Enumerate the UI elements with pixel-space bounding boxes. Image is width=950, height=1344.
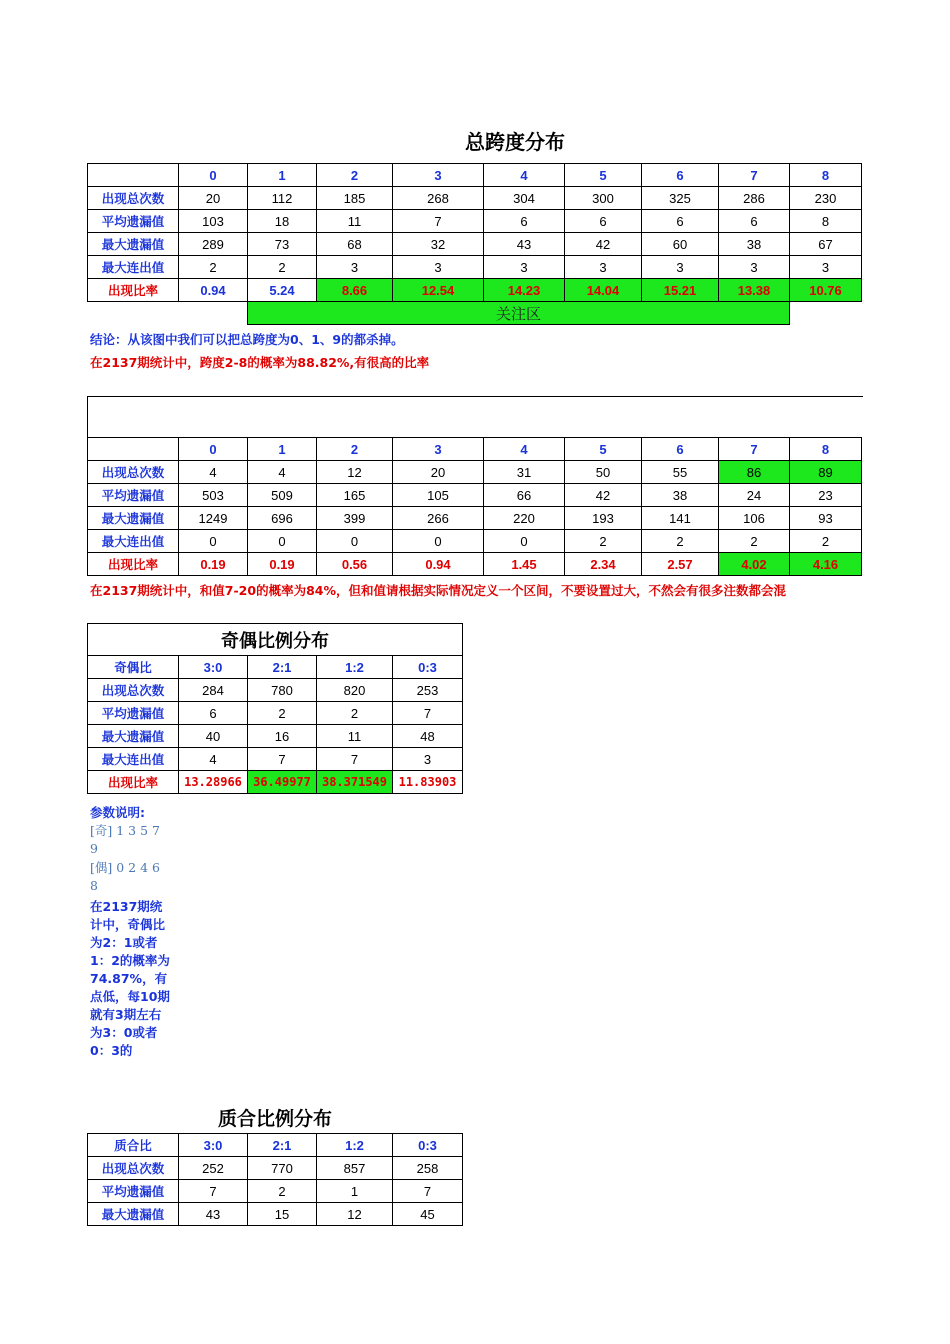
- table-cell: 185: [317, 187, 393, 210]
- rate-cell: 0.19: [179, 553, 248, 576]
- table-cell: 857: [317, 1157, 393, 1180]
- empty-cell: [179, 302, 248, 325]
- corner-cell: [88, 438, 179, 461]
- col-header: 7: [719, 438, 790, 461]
- table-cell: 2: [642, 530, 719, 553]
- rate-cell-highlight: 8.66: [317, 279, 393, 302]
- table-cell: 286: [719, 187, 790, 210]
- col-header: 7: [719, 164, 790, 187]
- table-row: [88, 461, 862, 484]
- table-cell: 2: [179, 256, 248, 279]
- col-header: 0:3: [393, 1134, 463, 1157]
- prime-title: 质合比例分布: [217, 1108, 332, 1130]
- table-cell-highlight: 86: [719, 461, 790, 484]
- table-cell: 503: [179, 484, 248, 507]
- col-header: 4: [484, 164, 565, 187]
- table-cell: 105: [393, 484, 484, 507]
- table-cell: 268: [393, 187, 484, 210]
- table-cell: 266: [393, 507, 484, 530]
- table-cell: 7: [393, 702, 463, 725]
- row-label: 平均遗漏值: [88, 484, 179, 507]
- table-cell: 7: [179, 1180, 248, 1203]
- prime-header-row: [88, 1134, 463, 1157]
- col-header: 8: [790, 164, 862, 187]
- sum-title-box: [87, 396, 863, 439]
- empty-cell: [88, 302, 179, 325]
- table-cell: 11: [317, 725, 393, 748]
- rate-row: [88, 279, 862, 302]
- rate-label: 出现比率: [88, 771, 179, 794]
- corner-cell: [88, 164, 179, 187]
- table-cell: 696: [248, 507, 317, 530]
- table-cell: 15: [248, 1203, 317, 1226]
- table-cell: 20: [393, 461, 484, 484]
- rate-cell: 0.19: [248, 553, 317, 576]
- table-cell: 3: [317, 256, 393, 279]
- table-cell: 2: [248, 702, 317, 725]
- table-cell: 3: [393, 748, 463, 771]
- table-cell: 2: [565, 530, 642, 553]
- table-cell: 770: [248, 1157, 317, 1180]
- table-cell: 253: [393, 679, 463, 702]
- table-cell: 32: [393, 233, 484, 256]
- table-row: [88, 1203, 463, 1226]
- table-cell: 230: [790, 187, 862, 210]
- table-cell: 193: [565, 507, 642, 530]
- param-title: 参数说明:: [90, 805, 145, 820]
- table-cell: 3: [484, 256, 565, 279]
- oddeven-stat-note: 在2137期统计中，奇偶比为2：1或者1：2的概率为74.87%，有点低，每10期就有3期左右为3：0或者0：3的: [90, 899, 170, 1058]
- col-header: 2: [317, 438, 393, 461]
- param-odd-line1: [奇] 1 3 5 7: [90, 823, 160, 838]
- table-cell: 73: [248, 233, 317, 256]
- row-label: 出现总次数: [88, 1157, 179, 1180]
- oddeven-header-row: [88, 656, 463, 679]
- col-header: 1:2: [317, 1134, 393, 1157]
- row-label: 平均遗漏值: [88, 1180, 179, 1203]
- table-cell: 0: [248, 530, 317, 553]
- table-row: [88, 484, 862, 507]
- table-cell: 2: [317, 702, 393, 725]
- table-cell: 68: [317, 233, 393, 256]
- row-label: 最大连出值: [88, 256, 179, 279]
- table-cell: 1249: [179, 507, 248, 530]
- rate-label: 出现比率: [88, 279, 179, 302]
- table-row: [88, 702, 463, 725]
- table-cell: 42: [565, 233, 642, 256]
- corner-label: 奇偶比: [88, 656, 179, 679]
- rate-cell: 13.28966: [179, 771, 248, 794]
- col-header: 6: [642, 164, 719, 187]
- col-header: 2: [317, 164, 393, 187]
- table-cell: 780: [248, 679, 317, 702]
- table-cell: 43: [484, 233, 565, 256]
- param-odd-line2: 9: [90, 841, 98, 856]
- table-cell: 2: [248, 1180, 317, 1203]
- sum-table: [87, 437, 862, 576]
- table-cell: 399: [317, 507, 393, 530]
- table-cell: 6: [642, 210, 719, 233]
- col-header: 3:0: [179, 1134, 248, 1157]
- row-label: 最大遗漏值: [88, 507, 179, 530]
- table-cell: 7: [317, 748, 393, 771]
- row-label: 最大连出值: [88, 530, 179, 553]
- col-header: 5: [565, 438, 642, 461]
- rate-cell: 0.94: [393, 553, 484, 576]
- table-cell: 23: [790, 484, 862, 507]
- col-header: 8: [790, 438, 862, 461]
- table-cell: 220: [484, 507, 565, 530]
- focus-zone-row: [88, 302, 862, 325]
- table-cell: 325: [642, 187, 719, 210]
- row-label: 最大遗漏值: [88, 233, 179, 256]
- rate-label: 出现比率: [88, 553, 179, 576]
- oddeven-title: 奇偶比例分布: [88, 624, 463, 656]
- col-header: 6: [642, 438, 719, 461]
- table-cell: 112: [248, 187, 317, 210]
- prime-table: [87, 1133, 463, 1226]
- row-label: 最大遗漏值: [88, 1203, 179, 1226]
- sum-header-row: [88, 438, 862, 461]
- table-cell: 6: [719, 210, 790, 233]
- table-cell: 38: [719, 233, 790, 256]
- table-row: [88, 507, 862, 530]
- table-cell: 820: [317, 679, 393, 702]
- table-cell: 50: [565, 461, 642, 484]
- table-cell: 3: [393, 256, 484, 279]
- span-header-row: [88, 164, 862, 187]
- table-cell: 0: [484, 530, 565, 553]
- table-row: [88, 748, 463, 771]
- table-cell: 3: [719, 256, 790, 279]
- param-even-line2: 8: [90, 878, 98, 893]
- table-cell: 4: [179, 748, 248, 771]
- col-header: 3: [393, 164, 484, 187]
- table-row: [88, 233, 862, 256]
- table-cell: 93: [790, 507, 862, 530]
- col-header: 2:1: [248, 656, 317, 679]
- col-header: 0: [179, 438, 248, 461]
- table-cell: 11: [317, 210, 393, 233]
- span-title: 总跨度分布: [465, 130, 565, 154]
- rate-cell: 11.83903: [393, 771, 463, 794]
- table-cell: 4: [248, 461, 317, 484]
- rate-cell-highlight: 10.76: [790, 279, 862, 302]
- table-row: [88, 679, 463, 702]
- rate-cell: 2.57: [642, 553, 719, 576]
- table-cell: 258: [393, 1157, 463, 1180]
- table-cell: 7: [248, 748, 317, 771]
- table-cell: 43: [179, 1203, 248, 1226]
- table-cell: 55: [642, 461, 719, 484]
- rate-cell: 5.24: [248, 279, 317, 302]
- table-cell: 20: [179, 187, 248, 210]
- span-table: [87, 163, 862, 325]
- rate-row: [88, 771, 463, 794]
- rate-cell: 1.45: [484, 553, 565, 576]
- oddeven-table: [87, 623, 463, 794]
- row-label: 最大连出值: [88, 748, 179, 771]
- table-cell: 12: [317, 1203, 393, 1226]
- col-header: 3:0: [179, 656, 248, 679]
- table-cell: 16: [248, 725, 317, 748]
- table-cell: 4: [179, 461, 248, 484]
- table-cell: 6: [484, 210, 565, 233]
- table-cell: 2: [719, 530, 790, 553]
- rate-cell: 0.94: [179, 279, 248, 302]
- table-cell: 42: [565, 484, 642, 507]
- col-header: 1:2: [317, 656, 393, 679]
- table-cell: 284: [179, 679, 248, 702]
- table-cell: 60: [642, 233, 719, 256]
- corner-label: 质合比: [88, 1134, 179, 1157]
- col-header: 0: [179, 164, 248, 187]
- row-label: 平均遗漏值: [88, 702, 179, 725]
- oddeven-title-row: [88, 624, 463, 656]
- table-cell: 1: [317, 1180, 393, 1203]
- row-label: 出现总次数: [88, 679, 179, 702]
- table-cell: 45: [393, 1203, 463, 1226]
- table-row: [88, 187, 862, 210]
- span-conclusion: 结论：从该图中我们可以把总跨度为0、1、9的都杀掉。: [90, 332, 404, 347]
- table-cell: 24: [719, 484, 790, 507]
- table-cell: 6: [179, 702, 248, 725]
- rate-cell-highlight: 36.49977: [248, 771, 317, 794]
- table-cell: 304: [484, 187, 565, 210]
- table-cell: 40: [179, 725, 248, 748]
- rate-cell: 0.56: [317, 553, 393, 576]
- table-cell: 6: [565, 210, 642, 233]
- table-row: [88, 1180, 463, 1203]
- col-header: 3: [393, 438, 484, 461]
- rate-cell-highlight: 12.54: [393, 279, 484, 302]
- table-cell: 7: [393, 210, 484, 233]
- table-cell: 165: [317, 484, 393, 507]
- col-header: 0:3: [393, 656, 463, 679]
- table-cell: 0: [317, 530, 393, 553]
- rate-cell-highlight: 4.16: [790, 553, 862, 576]
- col-header: 1: [248, 438, 317, 461]
- table-cell: 2: [248, 256, 317, 279]
- table-cell: 12: [317, 461, 393, 484]
- table-cell: 0: [179, 530, 248, 553]
- table-row: [88, 725, 463, 748]
- table-cell: 7: [393, 1180, 463, 1203]
- table-row: [88, 1157, 463, 1180]
- col-header: 1: [248, 164, 317, 187]
- table-cell: 38: [642, 484, 719, 507]
- row-label: 最大遗漏值: [88, 725, 179, 748]
- table-cell: 2: [790, 530, 862, 553]
- rate-row: [88, 553, 862, 576]
- table-cell: 106: [719, 507, 790, 530]
- table-cell: 509: [248, 484, 317, 507]
- col-header: 4: [484, 438, 565, 461]
- table-cell: 3: [790, 256, 862, 279]
- param-even-line1: [偶] 0 2 4 6: [90, 860, 160, 875]
- rate-cell-highlight: 13.38: [719, 279, 790, 302]
- table-cell: 3: [642, 256, 719, 279]
- table-cell: 252: [179, 1157, 248, 1180]
- table-row: [88, 530, 862, 553]
- table-cell: 289: [179, 233, 248, 256]
- row-label: 平均遗漏值: [88, 210, 179, 233]
- rate-cell-highlight: 15.21: [642, 279, 719, 302]
- rate-cell-highlight: 14.04: [565, 279, 642, 302]
- table-cell: 0: [393, 530, 484, 553]
- rate-cell-highlight: 38.371549: [317, 771, 393, 794]
- sum-note: 在2137期统计中，和值7-20的概率为84%，但和值请根据实际情况定义一个区间，不要设置过大，不然会有很多注数都会混: [90, 583, 786, 598]
- table-cell: 48: [393, 725, 463, 748]
- table-cell: 3: [565, 256, 642, 279]
- col-header: 5: [565, 164, 642, 187]
- row-label: 出现总次数: [88, 187, 179, 210]
- row-label: 出现总次数: [88, 461, 179, 484]
- table-row: [88, 210, 862, 233]
- col-header: 2:1: [248, 1134, 317, 1157]
- focus-zone: 关注区: [248, 302, 790, 325]
- table-cell: 8: [790, 210, 862, 233]
- table-cell: 31: [484, 461, 565, 484]
- table-cell: 103: [179, 210, 248, 233]
- rate-cell: 2.34: [565, 553, 642, 576]
- table-cell: 66: [484, 484, 565, 507]
- table-cell: 141: [642, 507, 719, 530]
- table-cell: 18: [248, 210, 317, 233]
- table-cell-highlight: 89: [790, 461, 862, 484]
- rate-cell-highlight: 4.02: [719, 553, 790, 576]
- rate-cell-highlight: 14.23: [484, 279, 565, 302]
- table-cell: 67: [790, 233, 862, 256]
- table-row: [88, 256, 862, 279]
- span-stat-note: 在2137期统计中，跨度2-8的概率为88.82%,有很高的比率: [90, 355, 430, 370]
- table-cell: 300: [565, 187, 642, 210]
